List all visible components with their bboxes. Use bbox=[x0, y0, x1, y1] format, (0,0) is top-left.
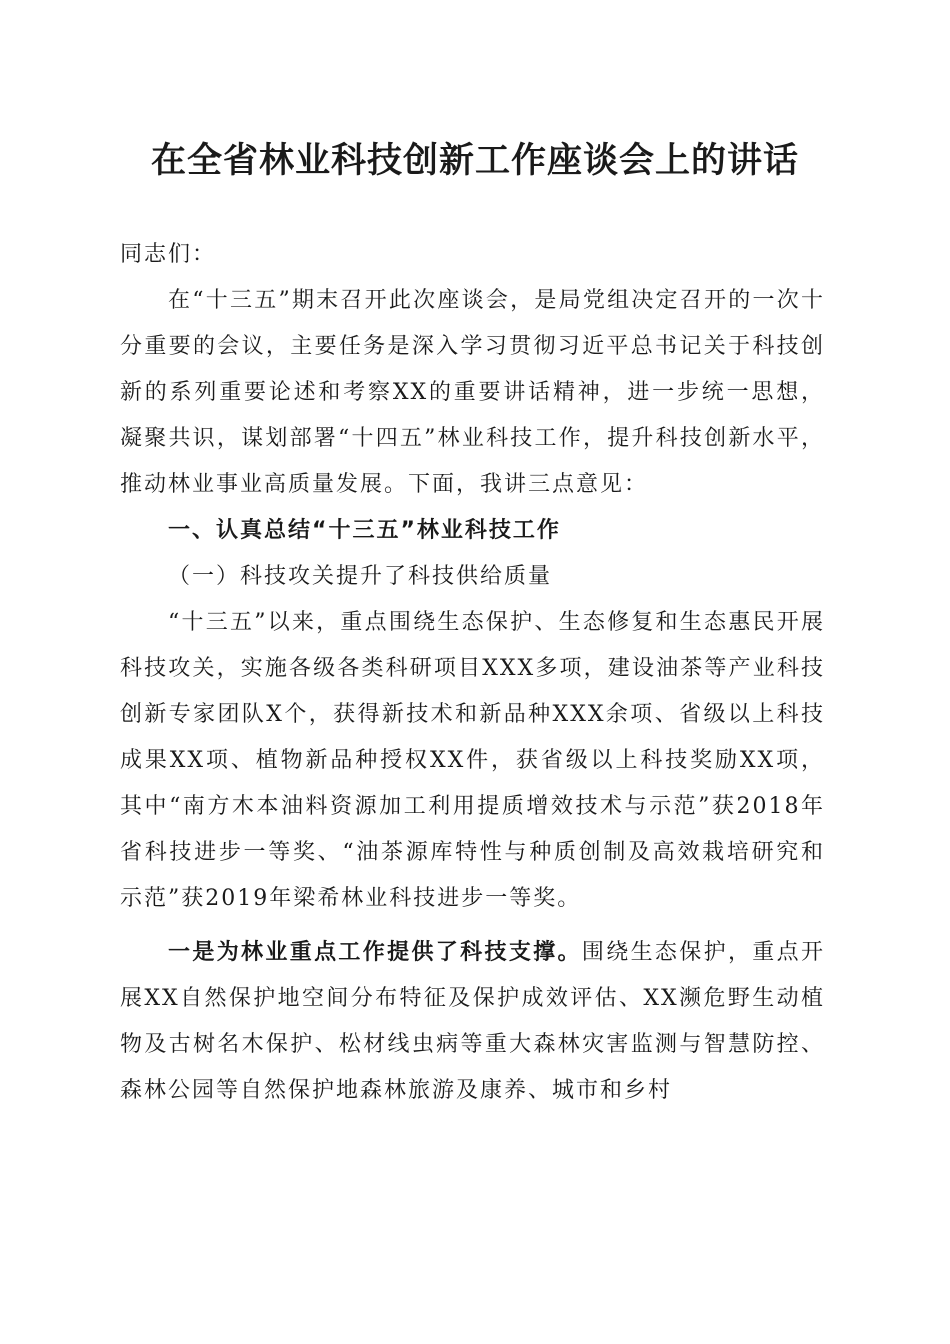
paragraph-rest: 围绕生态保护，重点开展XX自然保护地空间分布特征及保护成效评估、XX濒危野生动植物及古树名木保护、松材线虫病等重大森林灾害监测与智慧防控、森林公园等自然保护地森林旅游及康养、城市和乡村 bbox=[120, 940, 825, 1103]
document-title: 在全省林业科技创新工作座谈会上的讲话 bbox=[150, 141, 799, 181]
section-heading-1: 一、认真总结“十三五”林业科技工作 bbox=[168, 518, 561, 543]
salutation: 同志们： bbox=[120, 242, 217, 267]
body-paragraph-2 bbox=[120, 930, 825, 1114]
intro-paragraph: 在“十三五”期末召开此次座谈会，是局党组决定召开的一次十分重要的会议，主要任务是深入学习贯彻习近平总书记关于科技创新的系列重要论述和考察XX的重要讲话精神，进一步统一思想，凝聚共识，谋划部署“十四五”林业科技工作，提升科技创新水平，推动林业事业高质量发展。下面，我讲三点意见： bbox=[120, 288, 825, 497]
body-paragraph-1: “十三五”以来，重点围绕生态保护、生态修复和生态惠民开展科技攻关，实施各级各类科研项目XXX多项，建设油茶等产业科技创新专家团队X个，获得新技术和新品种XXX余项、省级以上科技成果XX项、植物新品种授权XX件，获省级以上科技奖励XX项，其中“南方木本油料资源加工利用提质增效技术与示范”获2018年省科技进步一等奖、“油茶源库特性与种质创制及高效栽培研究和示范”获2019年梁希林业科技进步一等奖。 bbox=[120, 610, 825, 911]
paragraph-lead: 一是为林业重点工作提供了科技支撑。 bbox=[168, 940, 582, 965]
subsection-heading-1: （一）科技攻关提升了科技供给质量 bbox=[168, 564, 553, 589]
document-body bbox=[120, 232, 825, 1114]
